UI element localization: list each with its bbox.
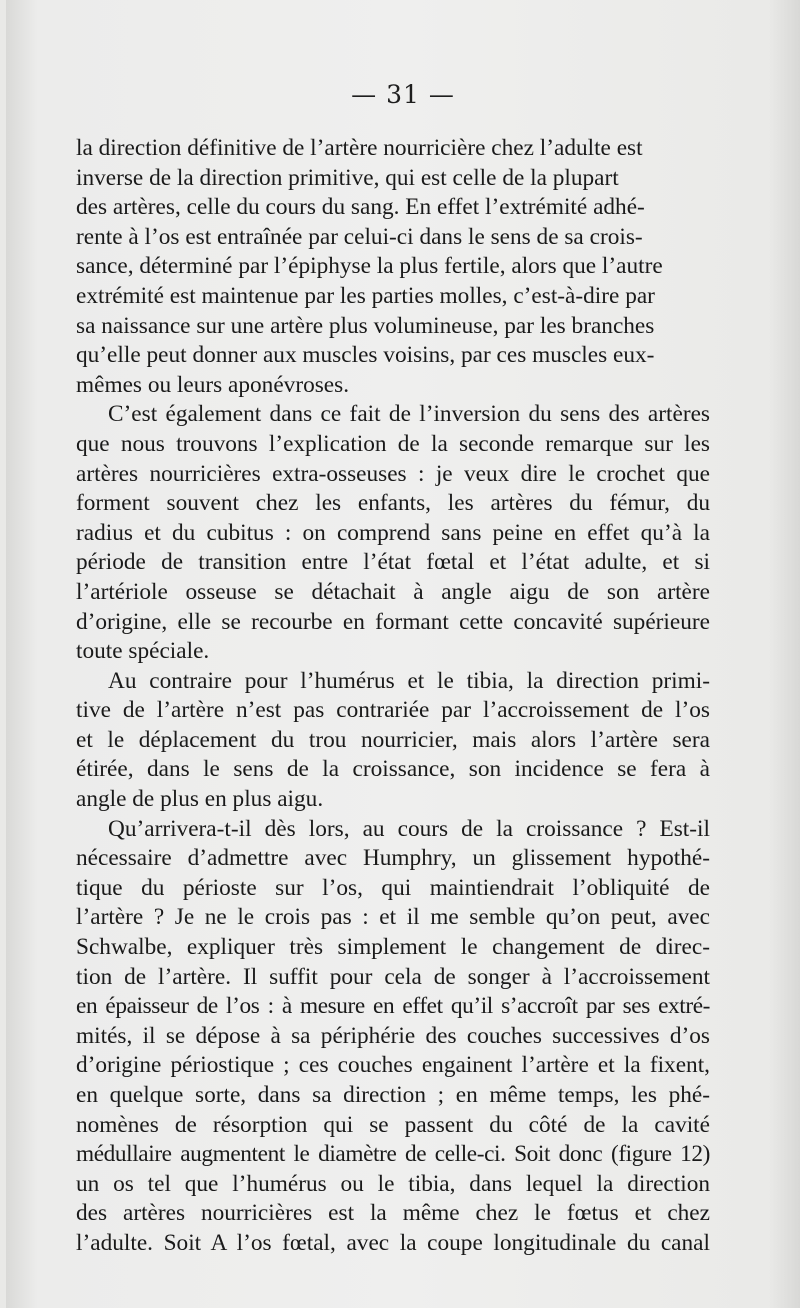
text-line: rente à l’os est entraînée par celui-ci dans le sens de sa crois- <box>76 223 643 250</box>
text-line: toute spéciale. <box>76 638 210 665</box>
text-line: des artères nourricières est la même chez le fœtus et chez <box>76 1200 710 1227</box>
text-line: sance, déterminé par l’épiphyse la plus fertile, alors que l’autre <box>76 253 663 280</box>
text-line: tique du périoste sur l’os, qui maintiendrait l’obliquité de <box>76 874 710 901</box>
text-line: période de transition entre l’état fœtal et l’état adulte, et si <box>76 549 710 576</box>
text-line: nomènes de résorption qui se passent du côté de la cavité <box>76 1111 710 1138</box>
text-line: Qu’arrivera-t-il dès lors, au cours de la croissance ? Est-il <box>108 815 710 842</box>
text-line: Au contraire pour l’humérus et le tibia, la direction primi- <box>108 667 710 694</box>
text-line: nécessaire d’admettre avec Humphry, un glissement hypothé- <box>76 845 710 872</box>
text-line: sa naissance sur une artère plus volumineuse, par les branches <box>76 312 655 339</box>
text-line: Schwalbe, expliquer très simplement le changement de direc- <box>76 934 710 961</box>
text-line: en épaisseur de l’os : à mesure en effet qu’il s’accroît par ses extré- <box>76 993 710 1020</box>
text-line: un os tel que l’humérus ou le tibia, dans lequel la direction <box>76 1170 710 1197</box>
text-line: mêmes ou leurs aponévroses. <box>76 371 350 398</box>
text-line: l’artère ? Je ne le crois pas : et il me semble qu’on peut, avec <box>76 904 710 931</box>
text-line: en quelque sorte, dans sa direction ; en même temps, les phé- <box>76 1082 710 1108</box>
body-text <box>76 134 710 1259</box>
text-line: radius et du cubitus : on comprend sans peine en effet qu’à la <box>76 519 710 546</box>
paragraph <box>76 400 710 666</box>
paragraph <box>76 815 710 1259</box>
text-line: mités, il se dépose à sa périphérie des couches successives d’os <box>76 1022 710 1049</box>
paragraph <box>76 667 710 815</box>
text-line: l’artériole osseuse se détachait à angle aigu de son artère <box>76 578 710 605</box>
text-line: inverse de la direction primitive, qui est celle de la plupart <box>76 164 619 191</box>
text-line: C’est également dans ce fait de l’inversion du sens des artères <box>108 401 710 428</box>
text-line: l’adulte. Soit A l’os fœtal, avec la coupe longitudinale du canal <box>76 1229 710 1256</box>
text-line: extrémité est maintenue par les parties molles, c’est-à-dire par <box>76 282 655 309</box>
page-number: — 31 — <box>351 80 455 109</box>
text-line: étirée, dans le sens de la croissance, son incidence se fera à <box>76 756 710 783</box>
text-line: tive de l’artère n’est pas contrariée par l’accroissement de l’os <box>76 697 710 724</box>
text-line: médullaire augmentent le diamètre de celle-ci. Soit donc (figure 12) <box>76 1141 710 1168</box>
text-line: que nous trouvons l’explication de la seconde remarque sur les <box>76 430 710 457</box>
text-line: la direction définitive de l’artère nourricière chez l’adulte est <box>76 135 643 161</box>
paragraph <box>76 134 710 400</box>
text-line: d’origine, elle se recourbe en formant cette concavité supérieure <box>76 608 710 635</box>
text-line: des artères, celle du cours du sang. En effet l’extrémité adhé- <box>76 194 645 221</box>
text-line: artères nourricières extra-osseuses : je veux dire le crochet que <box>76 460 710 487</box>
text-line: tion de l’artère. Il suffit pour cela de songer à l’accroissement <box>76 963 710 990</box>
text-line: forment souvent chez les enfants, les artères du fémur, du <box>76 490 710 517</box>
text-line: angle de plus en plus aigu. <box>76 786 324 813</box>
text-line: d’origine périostique ; ces couches engainent l’artère et la fixent, <box>76 1052 710 1079</box>
book-page <box>6 0 800 1308</box>
text-line: et le déplacement du trou nourricier, mais alors l’artère sera <box>76 726 710 753</box>
text-line: qu’elle peut donner aux muscles voisins, par ces muscles eux- <box>76 342 655 369</box>
